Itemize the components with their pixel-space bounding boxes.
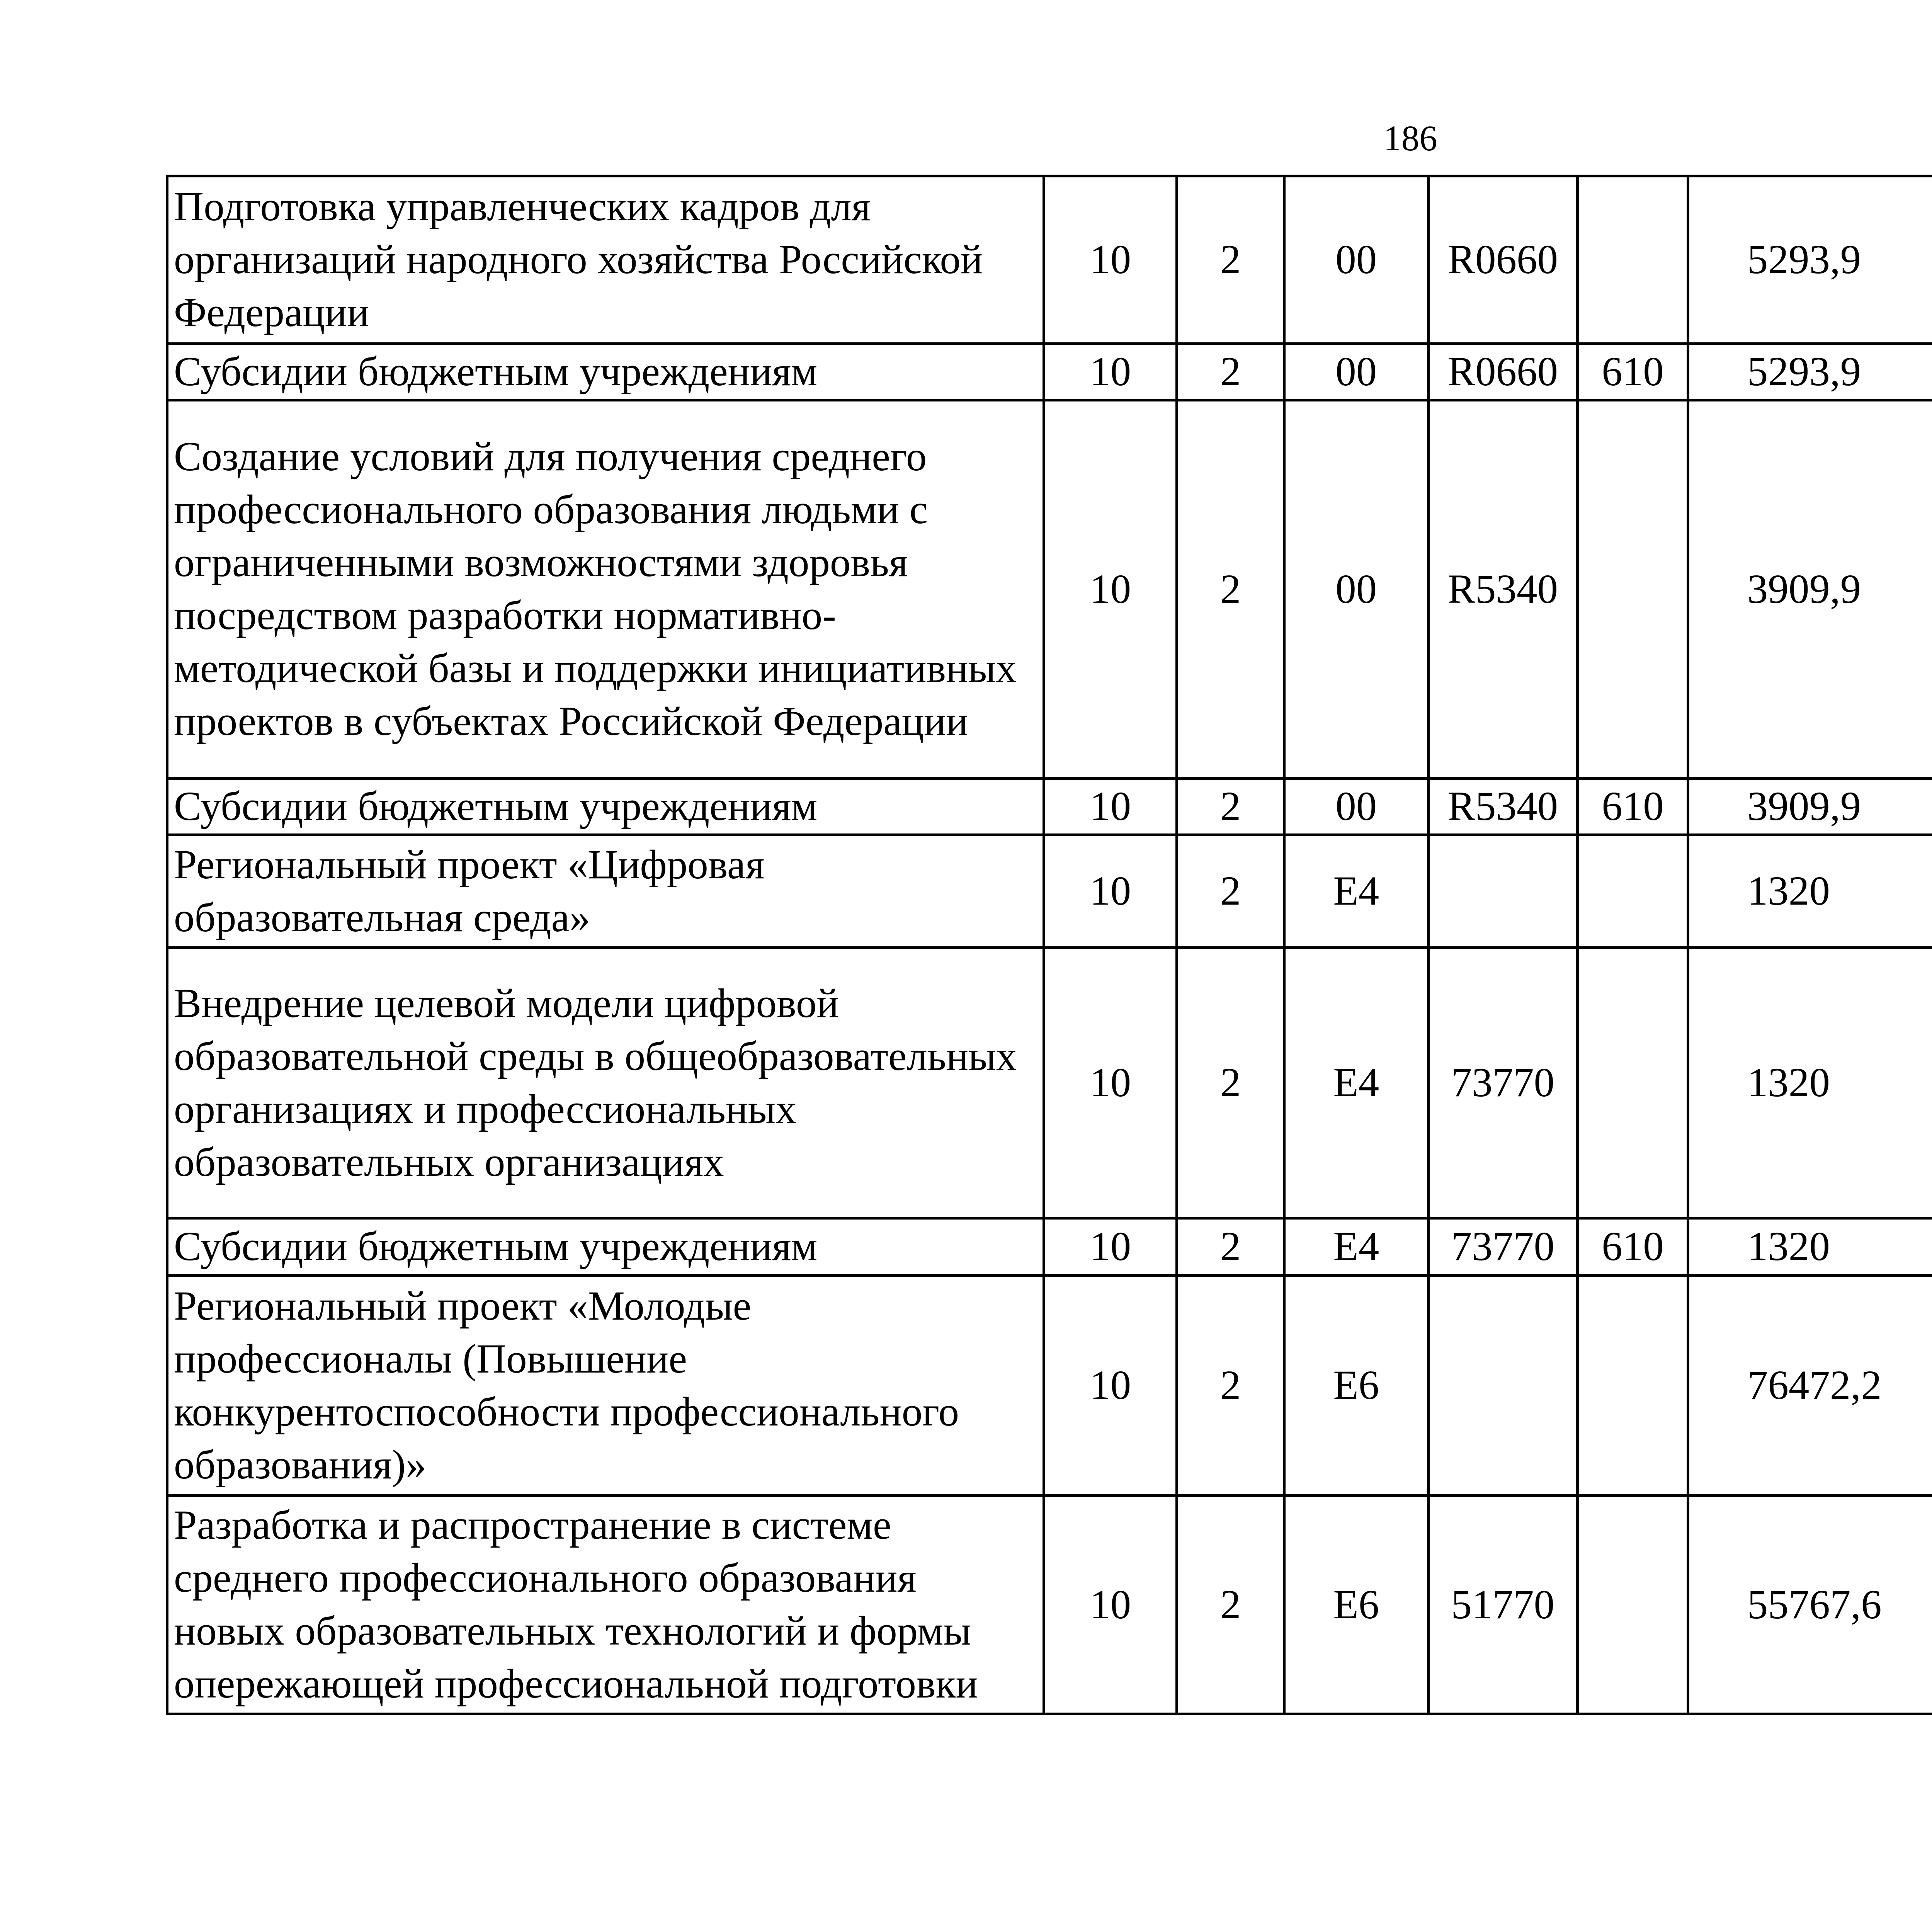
subprogram-code-cell: E4 [1284, 835, 1428, 948]
subsection-code-cell: 2 [1177, 400, 1284, 779]
subsection-code-cell: 2 [1177, 948, 1284, 1218]
section-code-cell: 10 [1044, 1496, 1177, 1714]
subprogram-code-cell: E6 [1284, 1276, 1428, 1496]
section-code-cell: 10 [1044, 344, 1177, 400]
subsection-code-cell: 2 [1177, 779, 1284, 835]
table-row [167, 1218, 1932, 1276]
row-name-cell: Внедрение целевой модели цифровой образовательной среды в общеобразовательных организациях и профессиональных образовательных организациях [167, 948, 1044, 1218]
subprogram-code-cell: E4 [1284, 948, 1428, 1218]
target-article-cell: 73770 [1428, 948, 1578, 1218]
section-code-cell: 10 [1044, 1218, 1177, 1276]
expense-type-cell [1578, 176, 1688, 344]
expense-type-cell [1578, 948, 1688, 1218]
table-row [167, 835, 1932, 948]
row-name-cell: Создание условий для получения среднего профессионального образования людьми с ограниченными возможностями здоровья посредством разработки нормативно-методической базы и поддержки инициативных проектов в субъектах Российской Федерации [167, 400, 1044, 779]
subsection-code-cell: 2 [1177, 1496, 1284, 1714]
amount-cell: 1320 [1688, 948, 1932, 1218]
table-row [167, 779, 1932, 835]
target-article-cell [1428, 1276, 1578, 1496]
expense-type-cell: 610 [1578, 344, 1688, 400]
target-article-cell: R0660 [1428, 344, 1578, 400]
amount-cell: 5293,9 [1688, 344, 1932, 400]
section-code-cell: 10 [1044, 948, 1177, 1218]
section-code-cell: 10 [1044, 1276, 1177, 1496]
row-name-cell: Региональный проект «Цифровая образовательная среда» [167, 835, 1044, 948]
subsection-code-cell: 2 [1177, 1276, 1284, 1496]
subsection-code-cell: 2 [1177, 835, 1284, 948]
budget-table [166, 175, 1932, 1715]
section-code-cell: 10 [1044, 835, 1177, 948]
expense-type-cell [1578, 400, 1688, 779]
row-name-cell: Подготовка управленческих кадров для организаций народного хозяйства Российской Федерации [167, 176, 1044, 344]
table-row [167, 400, 1932, 779]
subprogram-code-cell: E4 [1284, 1218, 1428, 1276]
subsection-code-cell: 2 [1177, 1218, 1284, 1276]
amount-cell: 5293,9 [1688, 176, 1932, 344]
amount-cell: 1320 [1688, 1218, 1932, 1276]
expense-type-cell [1578, 1276, 1688, 1496]
table-row [167, 344, 1932, 400]
subprogram-code-cell: E6 [1284, 1496, 1428, 1714]
target-article-cell: R0660 [1428, 176, 1578, 344]
table-row [167, 176, 1932, 344]
amount-cell: 55767,6 [1688, 1496, 1932, 1714]
target-article-cell: 73770 [1428, 1218, 1578, 1276]
row-name-cell: Субсидии бюджетным учреждениям [167, 1218, 1044, 1276]
table-row [167, 1276, 1932, 1496]
target-article-cell: R5340 [1428, 779, 1578, 835]
section-code-cell: 10 [1044, 779, 1177, 835]
subprogram-code-cell: 00 [1284, 400, 1428, 779]
subsection-code-cell: 2 [1177, 176, 1284, 344]
table-row [167, 948, 1932, 1218]
row-name-cell: Субсидии бюджетным учреждениям [167, 344, 1044, 400]
row-name-cell: Субсидии бюджетным учреждениям [167, 779, 1044, 835]
expense-type-cell [1578, 835, 1688, 948]
target-article-cell [1428, 835, 1578, 948]
amount-cell: 76472,2 [1688, 1276, 1932, 1496]
target-article-cell: R5340 [1428, 400, 1578, 779]
row-name-cell: Разработка и распространение в системе среднего профессионального образования новых образовательных технологий и формы опережающей профессиональной подготовки [167, 1496, 1044, 1714]
table-row [167, 1496, 1932, 1714]
amount-cell: 3909,9 [1688, 779, 1932, 835]
page-number: 186 [1383, 119, 1437, 158]
row-name-cell: Региональный проект «Молодые профессионалы (Повышение конкурентоспособности профессионального образования)» [167, 1276, 1044, 1496]
section-code-cell: 10 [1044, 176, 1177, 344]
subprogram-code-cell: 00 [1284, 779, 1428, 835]
target-article-cell: 51770 [1428, 1496, 1578, 1714]
expense-type-cell [1578, 1496, 1688, 1714]
expense-type-cell: 610 [1578, 779, 1688, 835]
expense-type-cell: 610 [1578, 1218, 1688, 1276]
subsection-code-cell: 2 [1177, 344, 1284, 400]
subprogram-code-cell: 00 [1284, 176, 1428, 344]
amount-cell: 3909,9 [1688, 400, 1932, 779]
amount-cell: 1320 [1688, 835, 1932, 948]
section-code-cell: 10 [1044, 400, 1177, 779]
subprogram-code-cell: 00 [1284, 344, 1428, 400]
